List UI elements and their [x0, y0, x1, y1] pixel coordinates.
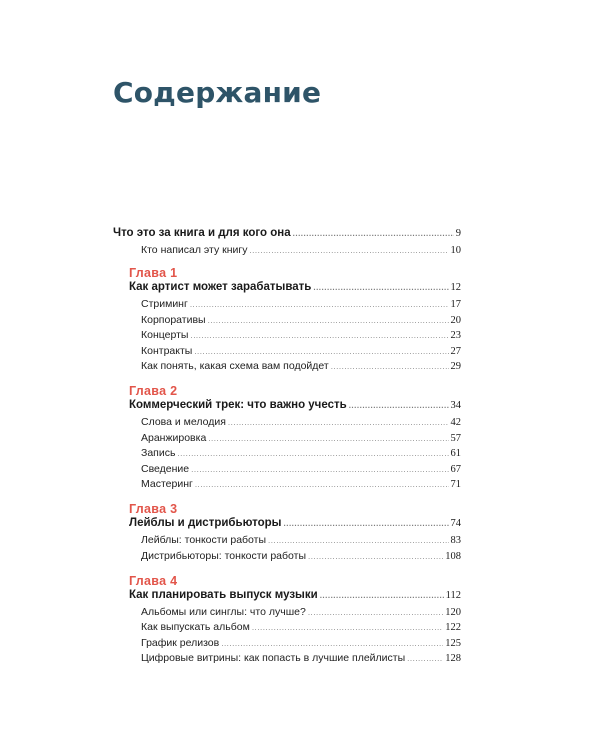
page-title: Содержание: [113, 76, 322, 109]
page-number: 67: [450, 463, 461, 475]
toc-entry-section[interactable]: [113, 477, 461, 492]
dot-leader: [268, 533, 448, 548]
toc-entry-title: Контракты: [141, 344, 193, 357]
page-number: 108: [445, 550, 461, 562]
toc-entry-section[interactable]: [113, 549, 461, 564]
page-number: 74: [450, 518, 461, 529]
dot-leader: [308, 605, 443, 620]
page-number: 20: [450, 314, 461, 326]
dot-leader: [177, 446, 448, 461]
dot-leader: [190, 297, 449, 312]
toc-entry-section[interactable]: [113, 446, 461, 461]
page-number: 128: [445, 653, 461, 664]
toc-entry-section[interactable]: [113, 605, 461, 620]
page-number: 34: [450, 400, 461, 411]
page-number: 23: [450, 330, 461, 341]
toc-entry-section[interactable]: [113, 533, 461, 548]
table-of-contents: [113, 226, 461, 667]
page-number: 27: [450, 345, 461, 357]
chapter-label: Глава 2: [129, 384, 178, 398]
page-number: 57: [450, 432, 461, 444]
dot-leader: [320, 588, 444, 603]
page-number: 12: [450, 282, 461, 293]
toc-entry-section[interactable]: [113, 462, 461, 477]
toc-entry-title: График релизов: [141, 636, 220, 649]
toc-entry-title: Запись: [141, 447, 176, 459]
toc-entry-intro[interactable]: [113, 226, 461, 241]
toc-entry-section[interactable]: [113, 243, 461, 258]
dot-leader: [308, 549, 443, 564]
dot-leader: [191, 462, 448, 477]
chapter-label: Глава 4: [129, 573, 178, 588]
page-number: 61: [450, 448, 461, 459]
toc-entry-title: Что это за книга и для кого она: [113, 227, 291, 239]
toc-entry-section[interactable]: [113, 636, 461, 651]
dot-leader: [208, 431, 448, 446]
toc-entry-title: Коммерческий трек: что важно учесть: [129, 399, 347, 411]
dot-leader: [249, 243, 448, 258]
page-number: 17: [450, 299, 461, 310]
dot-leader: [349, 398, 449, 413]
dot-leader: [331, 359, 449, 374]
page-number: 42: [450, 417, 461, 428]
toc-entry-chapter[interactable]: [113, 588, 461, 603]
dot-leader: [313, 280, 448, 295]
toc-entry-title: Альбомы или синглы: что лучше?: [141, 605, 306, 618]
dot-leader: [407, 651, 443, 666]
toc-entry-title: Дистрибьюторы: тонкости работы: [141, 549, 307, 562]
toc-entry-section[interactable]: [113, 651, 461, 666]
toc-entry-title: Мастеринг: [141, 478, 193, 490]
toc-entry-title: Кто написал эту книгу: [141, 244, 248, 256]
toc-entry-title: Лейблы: тонкости работы: [141, 534, 267, 546]
toc-entry-section[interactable]: [113, 431, 461, 446]
page-number: 122: [445, 622, 461, 633]
chapter-label: Глава 1: [129, 266, 178, 280]
toc-entry-title: Лейблы и дистрибьюторы: [129, 517, 282, 529]
toc-entry-title: Как понять, какая схема вам подойдет: [141, 360, 329, 372]
toc-entry-section[interactable]: [113, 297, 461, 312]
toc-entry-section[interactable]: [113, 328, 461, 343]
dot-leader: [194, 344, 448, 359]
toc-entry-title: Как выпускать альбом: [141, 621, 250, 633]
toc-entry-title: Корпоративы: [141, 313, 206, 326]
toc-entry-title: Аранжировка: [141, 431, 207, 444]
page-number: 120: [445, 606, 461, 618]
toc-entry-title: Сведение: [141, 462, 190, 475]
dot-leader: [284, 516, 449, 531]
page-number: 125: [445, 637, 461, 649]
toc-entry-title: Как артист может зарабатывать: [129, 281, 312, 293]
toc-entry-section[interactable]: [113, 313, 461, 328]
toc-entry-section[interactable]: [113, 359, 461, 374]
toc-entry-title: Цифровые витрины: как попасть в лучшие плейлисты: [141, 652, 406, 664]
toc-entry-chapter[interactable]: [113, 398, 461, 413]
page-number: 10: [450, 245, 461, 256]
page-number: 9: [455, 228, 461, 239]
dot-leader: [252, 620, 443, 635]
dot-leader: [228, 415, 449, 430]
toc-entry-section[interactable]: [113, 415, 461, 430]
page-number: 112: [445, 589, 461, 601]
chapter-label: Глава 3: [129, 502, 178, 516]
page-number: 71: [450, 479, 461, 490]
toc-entry-section[interactable]: [113, 620, 461, 635]
toc-entry-title: Слова и мелодия: [141, 416, 226, 428]
dot-leader: [190, 328, 448, 343]
dot-leader: [221, 636, 443, 651]
dot-leader: [293, 226, 454, 241]
dot-leader: [208, 313, 449, 328]
toc-entry-title: Как планировать выпуск музыки: [129, 588, 318, 601]
toc-entry-chapter[interactable]: [113, 516, 461, 531]
toc-entry-chapter[interactable]: [113, 280, 461, 295]
toc-entry-title: Стриминг: [141, 298, 188, 310]
toc-entry-section[interactable]: [113, 344, 461, 359]
toc-entry-title: Концерты: [141, 329, 189, 341]
page-number: 29: [450, 361, 461, 372]
dot-leader: [195, 477, 449, 492]
page-number: 83: [450, 535, 461, 546]
